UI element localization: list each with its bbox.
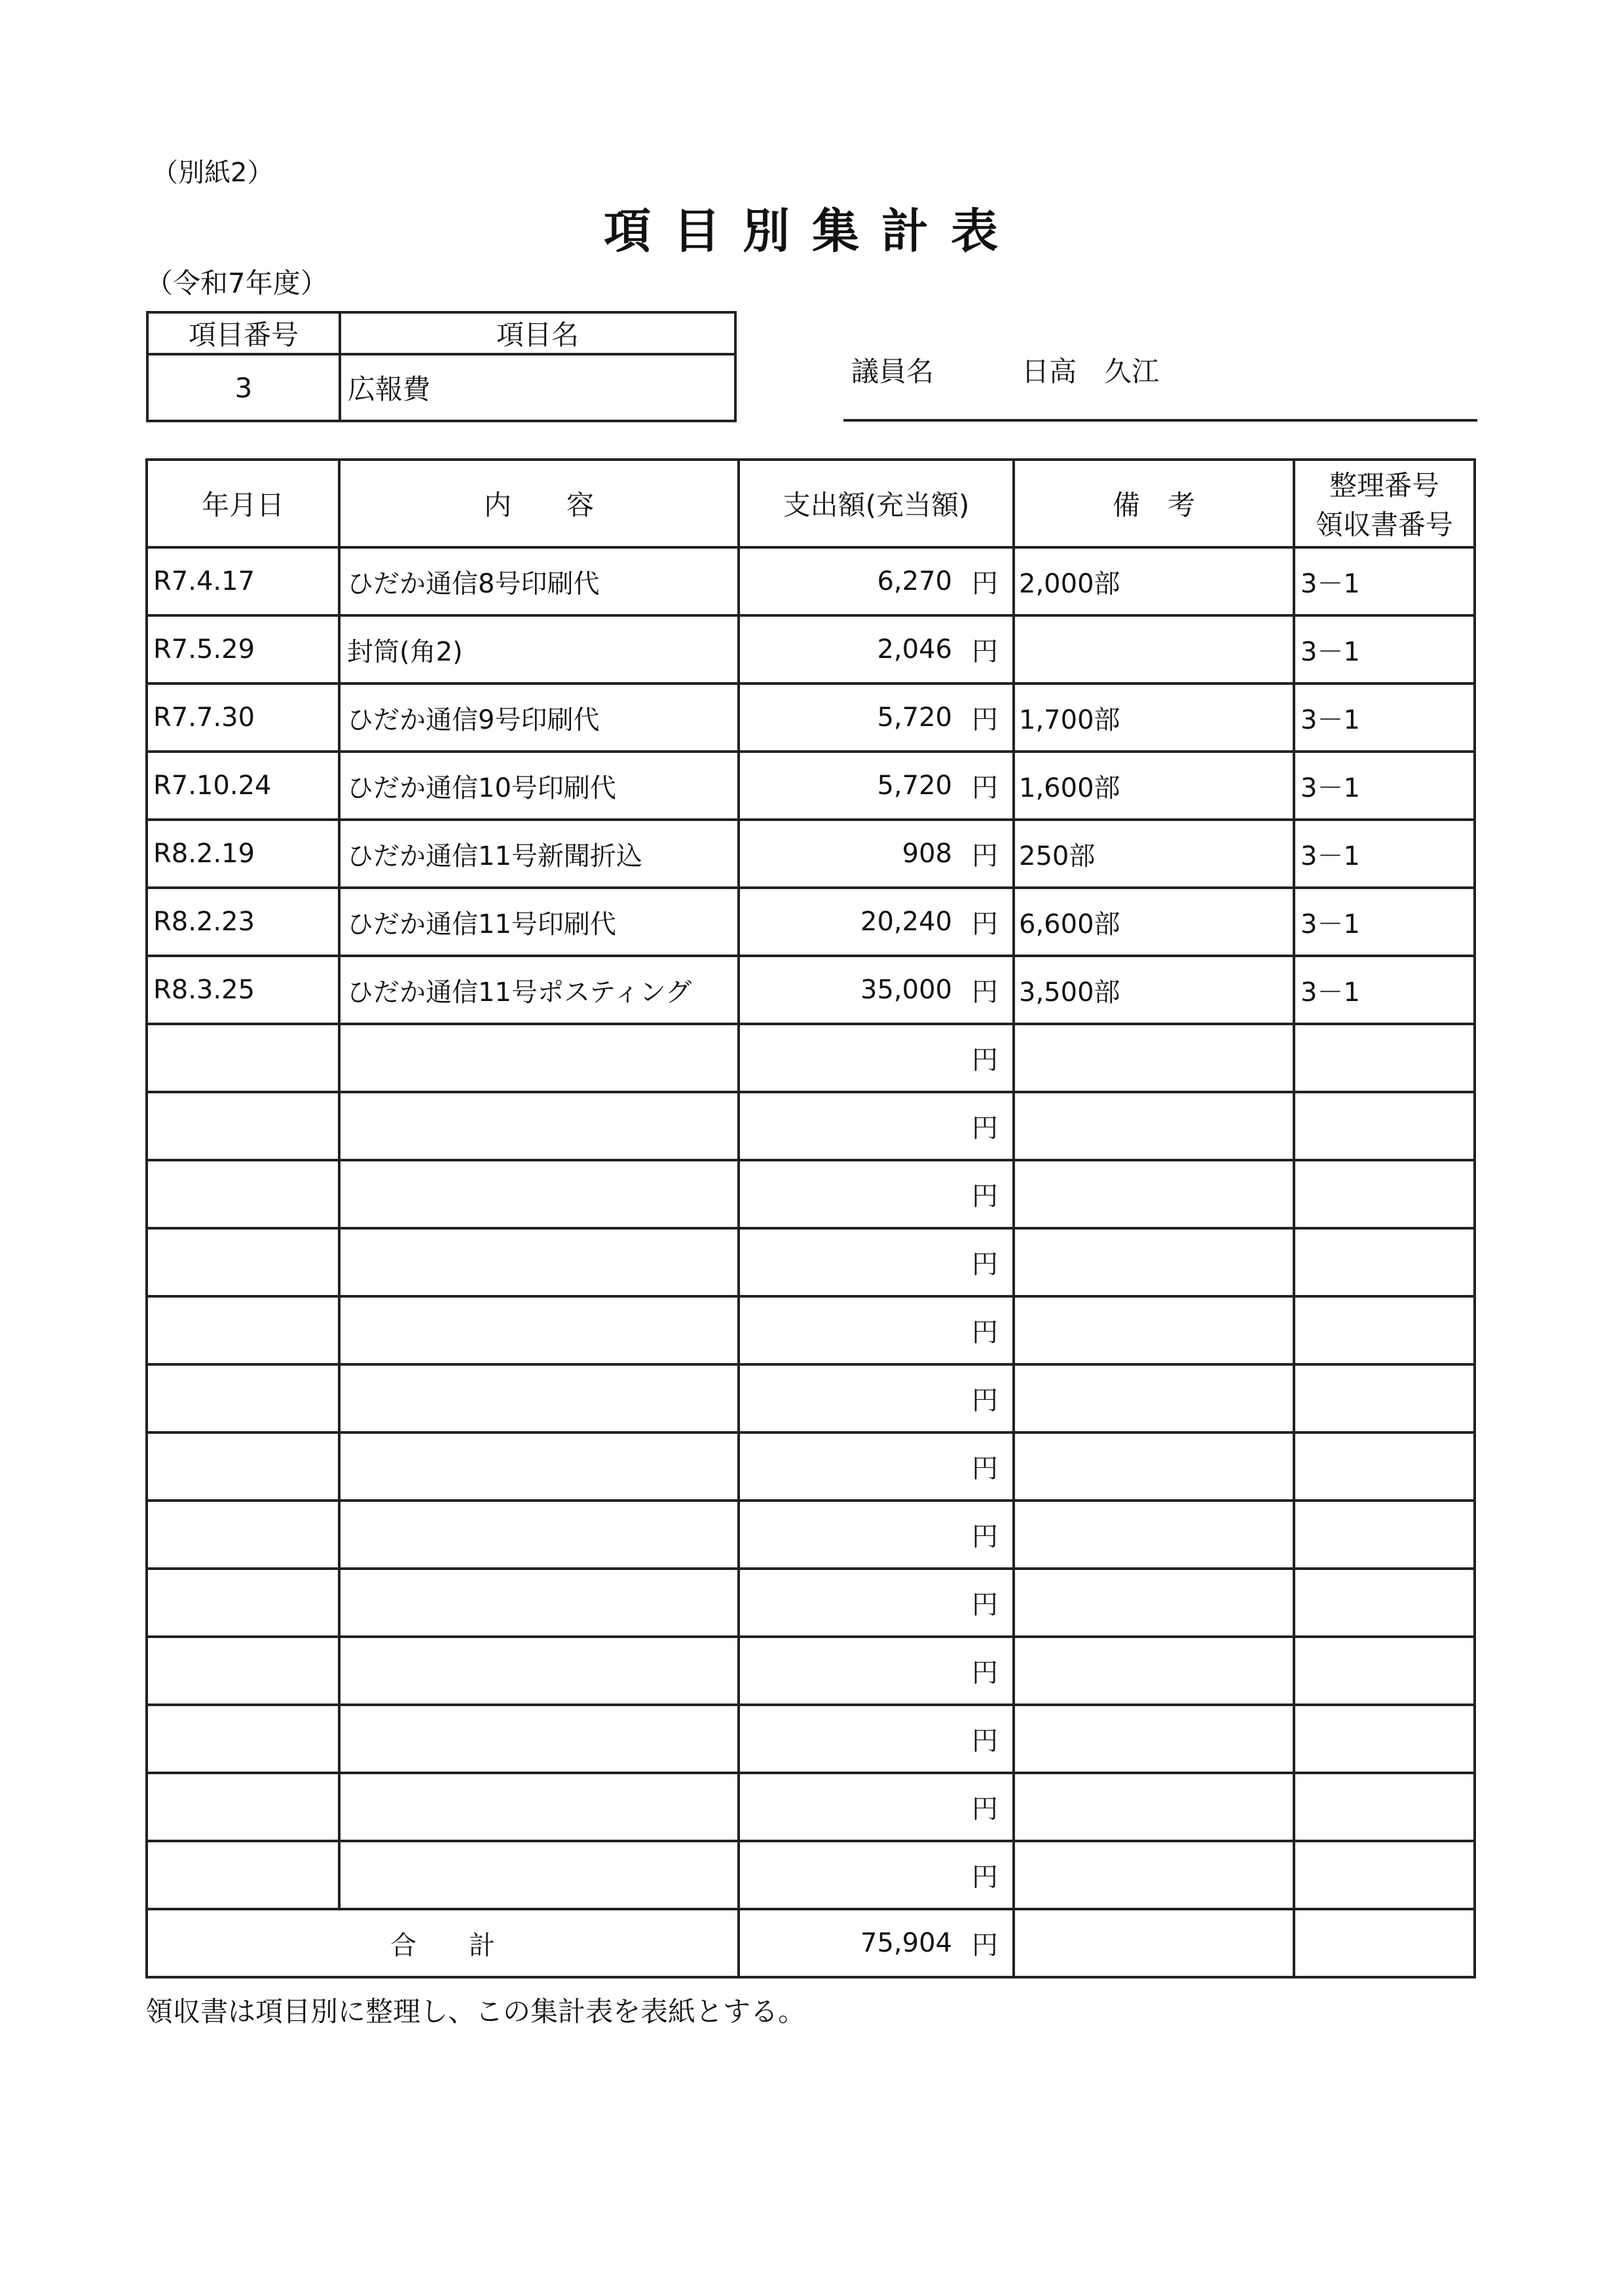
row-content: ひだか通信9号印刷代 xyxy=(339,683,739,752)
table-header xyxy=(147,460,1475,547)
row-content xyxy=(339,1705,739,1773)
row-currency: 円 xyxy=(972,1658,998,1688)
row-note xyxy=(1014,1432,1294,1501)
row-ref: 3－1 xyxy=(1294,888,1475,956)
row-amount xyxy=(739,1773,1014,1841)
row-amount xyxy=(739,1501,1014,1569)
row-date: R8.2.23 xyxy=(147,888,339,956)
expense-table xyxy=(145,458,1476,1978)
row-ref xyxy=(1294,1432,1475,1501)
row-currency: 円 xyxy=(972,773,998,803)
member-label: 議員名 xyxy=(851,355,934,388)
row-date xyxy=(147,1228,339,1296)
row-content: ひだか通信11号新聞折込 xyxy=(339,820,739,888)
total-amount-value: 75,904 xyxy=(860,1928,952,1958)
row-ref xyxy=(1294,1092,1475,1160)
row-amount-value: 35,000 xyxy=(860,975,952,1005)
row-content: ひだか通信11号ポスティング xyxy=(339,956,739,1024)
header-note: 備 考 xyxy=(1014,460,1294,547)
row-amount xyxy=(739,1569,1014,1637)
table-row xyxy=(147,1024,1475,1092)
row-date: R7.4.17 xyxy=(147,547,339,615)
row-content xyxy=(339,1024,739,1092)
member-name: 日高 久江 xyxy=(1022,355,1160,388)
footnote: 領収書は項目別に整理し、この集計表を表紙とする。 xyxy=(145,1995,806,2028)
row-amount xyxy=(739,1841,1014,1909)
row-amount xyxy=(739,615,1014,683)
header-ref-line2: 領収書番号 xyxy=(1315,509,1453,541)
row-currency: 円 xyxy=(972,1181,998,1212)
row-content xyxy=(339,1432,739,1501)
row-amount xyxy=(739,1432,1014,1501)
row-amount xyxy=(739,820,1014,888)
row-currency: 円 xyxy=(972,1522,998,1552)
row-content xyxy=(339,1092,739,1160)
table-row xyxy=(147,1705,1475,1773)
row-note xyxy=(1014,1228,1294,1296)
row-date xyxy=(147,1364,339,1432)
row-date: R7.5.29 xyxy=(147,615,339,683)
table-row xyxy=(147,1432,1475,1501)
row-amount-value: 5,720 xyxy=(877,771,952,801)
table-row xyxy=(147,1160,1475,1228)
row-currency: 円 xyxy=(972,977,998,1008)
row-ref: 3－1 xyxy=(1294,752,1475,820)
row-content: ひだか通信8号印刷代 xyxy=(339,547,739,615)
row-note xyxy=(1014,1092,1294,1160)
row-amount-value: 2,046 xyxy=(877,634,952,665)
row-amount xyxy=(739,1024,1014,1092)
row-content: ひだか通信10号印刷代 xyxy=(339,752,739,820)
row-date xyxy=(147,1160,339,1228)
row-amount xyxy=(739,1092,1014,1160)
table-row xyxy=(147,1296,1475,1364)
row-currency: 円 xyxy=(972,1249,998,1280)
item-name-header: 項目名 xyxy=(340,312,735,354)
page-title: 項目別集計表 xyxy=(603,204,1020,259)
row-amount xyxy=(739,1364,1014,1432)
row-amount xyxy=(739,1637,1014,1705)
row-ref xyxy=(1294,1773,1475,1841)
row-date xyxy=(147,1841,339,1909)
table-row xyxy=(147,820,1475,888)
row-note xyxy=(1014,1705,1294,1773)
row-ref xyxy=(1294,1569,1475,1637)
table-row xyxy=(147,1569,1475,1637)
table-row xyxy=(147,1841,1475,1909)
row-ref: 3－1 xyxy=(1294,547,1475,615)
member-underline xyxy=(843,419,1477,422)
row-content: ひだか通信11号印刷代 xyxy=(339,888,739,956)
row-note xyxy=(1014,1160,1294,1228)
row-date: R8.3.25 xyxy=(147,956,339,1024)
header-ref xyxy=(1294,460,1475,547)
row-date: R7.10.24 xyxy=(147,752,339,820)
header-date: 年月日 xyxy=(147,460,339,547)
row-date xyxy=(147,1705,339,1773)
total-amount xyxy=(739,1909,1014,1977)
table-row xyxy=(147,1092,1475,1160)
row-note xyxy=(1014,1569,1294,1637)
row-note: 250部 xyxy=(1014,820,1294,888)
row-amount-value: 6,270 xyxy=(877,566,952,596)
row-date: R8.2.19 xyxy=(147,820,339,888)
item-name: 広報費 xyxy=(340,354,735,421)
row-note xyxy=(1014,1024,1294,1092)
row-amount xyxy=(739,1705,1014,1773)
total-label: 合 計 xyxy=(147,1909,739,1977)
row-date xyxy=(147,1501,339,1569)
row-currency: 円 xyxy=(972,1385,998,1416)
table-row xyxy=(147,956,1475,1024)
row-currency: 円 xyxy=(972,1726,998,1757)
row-currency: 円 xyxy=(972,1794,998,1825)
row-ref xyxy=(1294,1501,1475,1569)
table-row xyxy=(147,615,1475,683)
row-note: 1,600部 xyxy=(1014,752,1294,820)
row-currency: 円 xyxy=(972,841,998,871)
row-ref: 3－1 xyxy=(1294,956,1475,1024)
row-ref: 3－1 xyxy=(1294,683,1475,752)
row-currency: 円 xyxy=(972,568,998,599)
row-note: 6,600部 xyxy=(1014,888,1294,956)
row-currency: 円 xyxy=(972,1317,998,1348)
row-currency: 円 xyxy=(972,1453,998,1484)
row-ref: 3－1 xyxy=(1294,615,1475,683)
row-note xyxy=(1014,1637,1294,1705)
row-note: 3,500部 xyxy=(1014,956,1294,1024)
row-amount xyxy=(739,547,1014,615)
row-note: 1,700部 xyxy=(1014,683,1294,752)
row-date xyxy=(147,1637,339,1705)
row-currency: 円 xyxy=(972,909,998,939)
row-note xyxy=(1014,615,1294,683)
row-date xyxy=(147,1092,339,1160)
total-row xyxy=(147,1909,1475,1977)
row-amount xyxy=(739,1228,1014,1296)
row-currency: 円 xyxy=(972,1045,998,1076)
row-amount xyxy=(739,752,1014,820)
row-note xyxy=(1014,1501,1294,1569)
row-content xyxy=(339,1296,739,1364)
row-currency: 円 xyxy=(972,1862,998,1893)
table-row xyxy=(147,683,1475,752)
total-ref xyxy=(1294,1909,1475,1977)
row-date: R7.7.30 xyxy=(147,683,339,752)
row-ref xyxy=(1294,1024,1475,1092)
row-note xyxy=(1014,1841,1294,1909)
row-date xyxy=(147,1773,339,1841)
row-amount xyxy=(739,888,1014,956)
header-content: 内 容 xyxy=(339,460,739,547)
header-amount: 支出額(充当額) xyxy=(739,460,1014,547)
row-content xyxy=(339,1637,739,1705)
table-row xyxy=(147,1501,1475,1569)
row-amount-value: 20,240 xyxy=(860,907,952,937)
row-ref xyxy=(1294,1296,1475,1364)
table-row xyxy=(147,1228,1475,1296)
table-row xyxy=(147,752,1475,820)
fiscal-year: （令和7年度） xyxy=(145,267,328,299)
row-date xyxy=(147,1296,339,1364)
table-row xyxy=(147,888,1475,956)
row-content xyxy=(339,1228,739,1296)
item-number-header: 項目番号 xyxy=(147,312,340,354)
row-amount xyxy=(739,956,1014,1024)
row-currency: 円 xyxy=(972,636,998,667)
row-note xyxy=(1014,1364,1294,1432)
row-currency: 円 xyxy=(972,704,998,735)
item-box xyxy=(146,311,737,422)
row-note xyxy=(1014,1773,1294,1841)
row-content: 封筒(角2) xyxy=(339,615,739,683)
total-currency: 円 xyxy=(972,1930,998,1961)
table-row xyxy=(147,547,1475,615)
row-date xyxy=(147,1024,339,1092)
row-ref xyxy=(1294,1705,1475,1773)
row-content xyxy=(339,1364,739,1432)
annex-label: （別紙2） xyxy=(152,158,274,188)
table-row xyxy=(147,1364,1475,1432)
row-currency: 円 xyxy=(972,1590,998,1620)
row-content xyxy=(339,1841,739,1909)
row-ref: 3－1 xyxy=(1294,820,1475,888)
row-ref xyxy=(1294,1228,1475,1296)
table-row xyxy=(147,1773,1475,1841)
row-date xyxy=(147,1432,339,1501)
row-ref xyxy=(1294,1364,1475,1432)
row-note: 2,000部 xyxy=(1014,547,1294,615)
row-ref xyxy=(1294,1637,1475,1705)
row-currency: 円 xyxy=(972,1113,998,1144)
row-content xyxy=(339,1773,739,1841)
row-amount-value: 908 xyxy=(902,839,952,869)
row-ref xyxy=(1294,1841,1475,1909)
row-content xyxy=(339,1569,739,1637)
item-number: 3 xyxy=(147,354,340,421)
row-date xyxy=(147,1569,339,1637)
row-ref xyxy=(1294,1160,1475,1228)
row-content xyxy=(339,1160,739,1228)
total-note xyxy=(1014,1909,1294,1977)
header-ref-line1: 整理番号 xyxy=(1329,469,1439,501)
row-amount xyxy=(739,1296,1014,1364)
row-note xyxy=(1014,1296,1294,1364)
row-amount-value: 5,720 xyxy=(877,702,952,733)
row-amount xyxy=(739,683,1014,752)
row-amount xyxy=(739,1160,1014,1228)
table-row xyxy=(147,1637,1475,1705)
row-content xyxy=(339,1501,739,1569)
